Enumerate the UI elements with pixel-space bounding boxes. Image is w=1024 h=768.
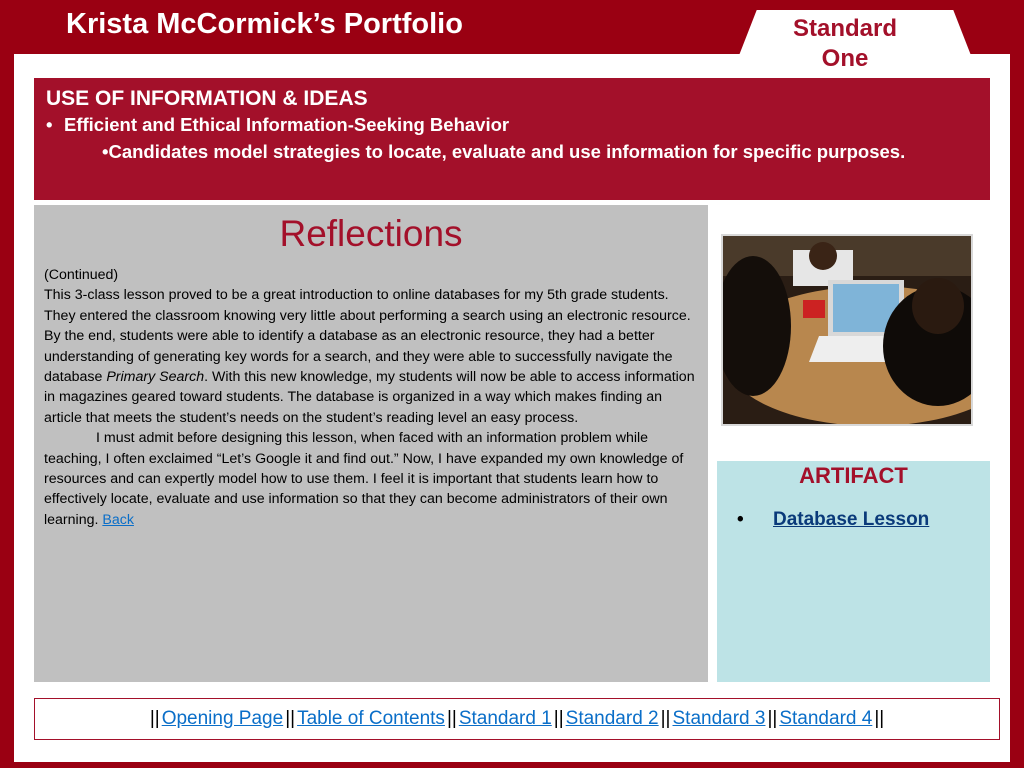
nav-link-standard-2[interactable]: Standard 2 (565, 708, 659, 729)
page-title: Krista McCormick’s Portfolio (66, 8, 463, 40)
reflection-panel (34, 205, 708, 682)
nav-link-table-of-contents[interactable]: Table of Contents (297, 708, 445, 729)
standard-detail: •Candidates model strategies to locate, evaluate and use information for specific purposes. (102, 141, 906, 162)
reflection-continued: (Continued) (44, 267, 119, 283)
reflection-p1-text-a: This 3-class lesson proved to be a great introduction to online databases for my 5th grade students. They entered the classroom knowing very little about performing a search using an electronic resource. By the end, students were able to identify a database as an electronic resource, they had a better understanding of generating key words for a search, and they were able to successfully navigate the database (44, 287, 691, 386)
standard-heading: USE OF INFORMATION & IDEAS (46, 87, 368, 110)
bullet-icon: • (46, 114, 53, 135)
nav-separator: || (446, 708, 457, 729)
nav-separator: || (660, 708, 671, 729)
artifact-list-item (729, 509, 978, 531)
nav-link-standard-4[interactable]: Standard 4 (779, 708, 873, 729)
reflection-paragraph-2 (44, 428, 698, 530)
reflection-p2-text: I must admit before designing this lesson, when faced with an information problem while teaching, I often exclaimed “Let’s Google it and find out.” Now, I have expanded my own knowledge of resources and can expertly model how to use them. I feel it is important that students learn how to effectively locate, evaluate and use information so that they can become administrators of their own learning. (44, 430, 684, 528)
nav-link-opening-page[interactable]: Opening Page (161, 708, 284, 729)
nav-separator: || (149, 708, 160, 729)
standard-subheading-row (46, 112, 978, 138)
reflection-paragraph-1 (44, 285, 698, 428)
nav-link-standard-1[interactable]: Standard 1 (458, 708, 552, 729)
nav-separator: || (553, 708, 564, 729)
bullet-icon: • (737, 509, 744, 530)
reflection-p1-italic: Primary Search (106, 369, 205, 386)
classroom-photo (721, 234, 973, 426)
standard-header-box (34, 78, 990, 200)
nav-link-standard-3[interactable]: Standard 3 (672, 708, 766, 729)
nav-separator: || (285, 708, 296, 729)
database-lesson-link[interactable]: Database Lesson (773, 509, 930, 530)
reflection-title: Reflections (279, 213, 463, 254)
footer-nav (34, 698, 1000, 740)
artifact-panel (717, 461, 990, 682)
back-link[interactable]: Back (102, 511, 134, 528)
classroom-photo-image (723, 236, 971, 424)
artifact-title: ARTIFACT (799, 463, 908, 488)
standard-tab-label: Standard One (792, 15, 897, 72)
reflection-p1-text-b: . With this new knowledge, my students will now be able to access information in magazines geared toward students. The database is organized in a way which makes finding an article that meets the student’s needs on the student’s reading level an easy process. (44, 369, 695, 426)
nav-separator: || (874, 708, 885, 729)
standard-subheading: Efficient and Ethical Information-Seeking Behavior (64, 114, 510, 135)
nav-separator: || (767, 708, 778, 729)
